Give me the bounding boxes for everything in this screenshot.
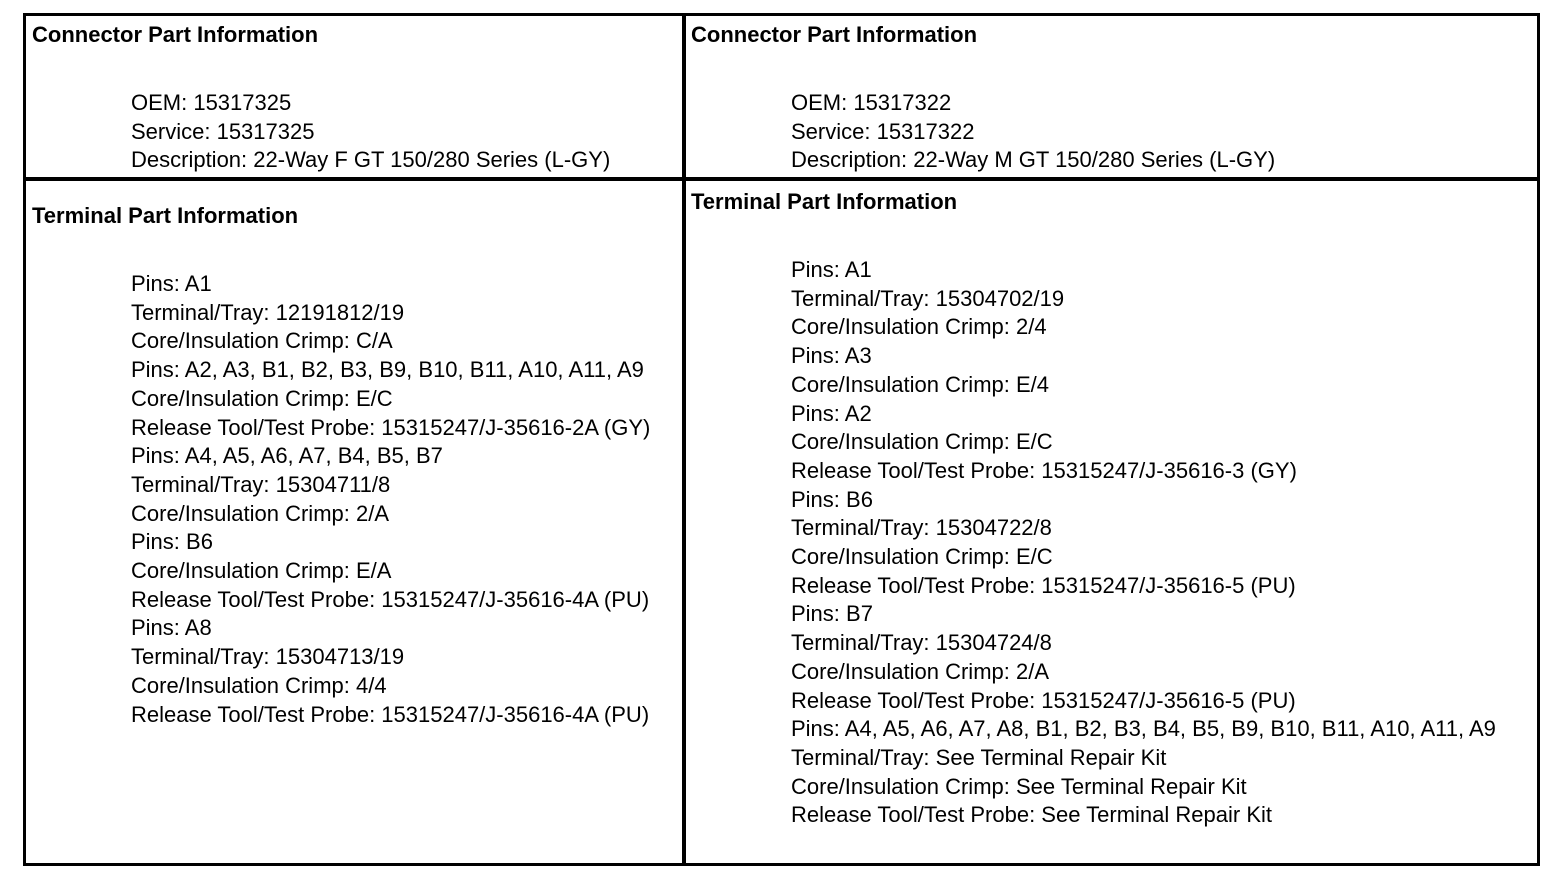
right-terminal-line: Core/Insulation Crimp: 2/4 [791,314,1047,340]
right-terminal-line: Core/Insulation Crimp: E/4 [791,371,1049,397]
column-divider [682,13,686,866]
left-terminal-line: Core/Insulation Crimp: E/C [131,385,393,411]
right-terminal-line: Core/Insulation Crimp: E/C [791,429,1053,455]
right-terminal-line: Release Tool/Test Probe: See Terminal Repair Kit [791,802,1272,828]
right-terminal-details [791,256,1526,830]
right-connector-description: Description: 22-Way M GT 150/280 Series (L-GY) [791,147,1276,173]
right-terminal-line: Release Tool/Test Probe: 15315247/J-35616-5 (PU) [791,687,1296,713]
right-connector-heading: Connector Part Information [691,22,978,47]
right-terminal-line: Core/Insulation Crimp: 2/A [791,658,1049,684]
right-terminal-line: Terminal/Tray: See Terminal Repair Kit [791,744,1167,770]
left-terminal-line: Terminal/Tray: 15304713/19 [131,644,405,670]
right-terminal-line: Core/Insulation Crimp: See Terminal Repair Kit [791,773,1247,799]
left-terminal-details [131,270,674,729]
left-terminal-line: Pins: A2, A3, B1, B2, B3, B9, B10, B11, A10, A11, A9 [131,357,644,383]
right-terminal-line: Terminal/Tray: 15304724/8 [791,630,1052,656]
left-terminal-line: Terminal/Tray: 15304711/8 [131,471,391,497]
right-connector-details [791,89,1531,175]
left-terminal-line: Core/Insulation Crimp: C/A [131,328,393,354]
left-terminal-line: Pins: A1 [131,271,212,296]
left-terminal-line: Release Tool/Test Probe: 15315247/J-35616-4A (PU) [131,586,650,612]
left-terminal-line: Pins: A8 [131,615,212,641]
left-terminal-line: Release Tool/Test Probe: 15315247/J-35616-2A (GY) [131,414,651,440]
left-terminal-heading: Terminal Part Information [32,203,299,228]
right-connector-oem: OEM: 15317322 [791,90,952,115]
left-terminal-line: Pins: A4, A5, A6, A7, B4, B5, B7 [131,443,443,469]
right-terminal-line: Release Tool/Test Probe: 15315247/J-35616-3 (GY) [791,457,1297,483]
left-terminal-line: Terminal/Tray: 12191812/19 [131,299,405,325]
left-terminal-line: Core/Insulation Crimp: 2/A [131,500,389,526]
left-terminal-line: Core/Insulation Crimp: E/A [131,558,392,584]
right-terminal-line: Pins: A2 [791,400,872,426]
left-terminal-line: Core/Insulation Crimp: 4/4 [131,672,387,698]
right-terminal-line: Pins: A1 [791,257,872,282]
left-connector-details [131,89,681,175]
right-terminal-heading: Terminal Part Information [691,189,958,214]
right-terminal-line: Terminal/Tray: 15304722/8 [791,515,1052,541]
right-terminal-line: Pins: A4, A5, A6, A7, A8, B1, B2, B3, B4, B5, B9, B10, B11, A10, A11, A9 [791,716,1496,742]
left-terminal-line: Release Tool/Test Probe: 15315247/J-35616-4A (PU) [131,701,650,727]
right-terminal-line: Pins: B7 [791,601,873,627]
right-terminal-line: Terminal/Tray: 15304702/19 [791,285,1065,311]
right-terminal-line: Core/Insulation Crimp: E/C [791,544,1053,570]
left-connector-oem: OEM: 15317325 [131,90,292,115]
right-terminal-line: Pins: A3 [791,343,872,369]
left-row-divider [23,177,684,181]
right-connector-service: Service: 15317322 [791,118,975,144]
left-connector-service: Service: 15317325 [131,118,315,144]
left-connector-description: Description: 22-Way F GT 150/280 Series (L-GY) [131,147,611,173]
left-connector-heading: Connector Part Information [32,22,319,47]
right-terminal-line: Pins: B6 [791,486,873,512]
right-row-divider [682,177,1540,181]
right-terminal-line: Release Tool/Test Probe: 15315247/J-35616-5 (PU) [791,572,1296,598]
left-terminal-line: Pins: B6 [131,529,213,555]
